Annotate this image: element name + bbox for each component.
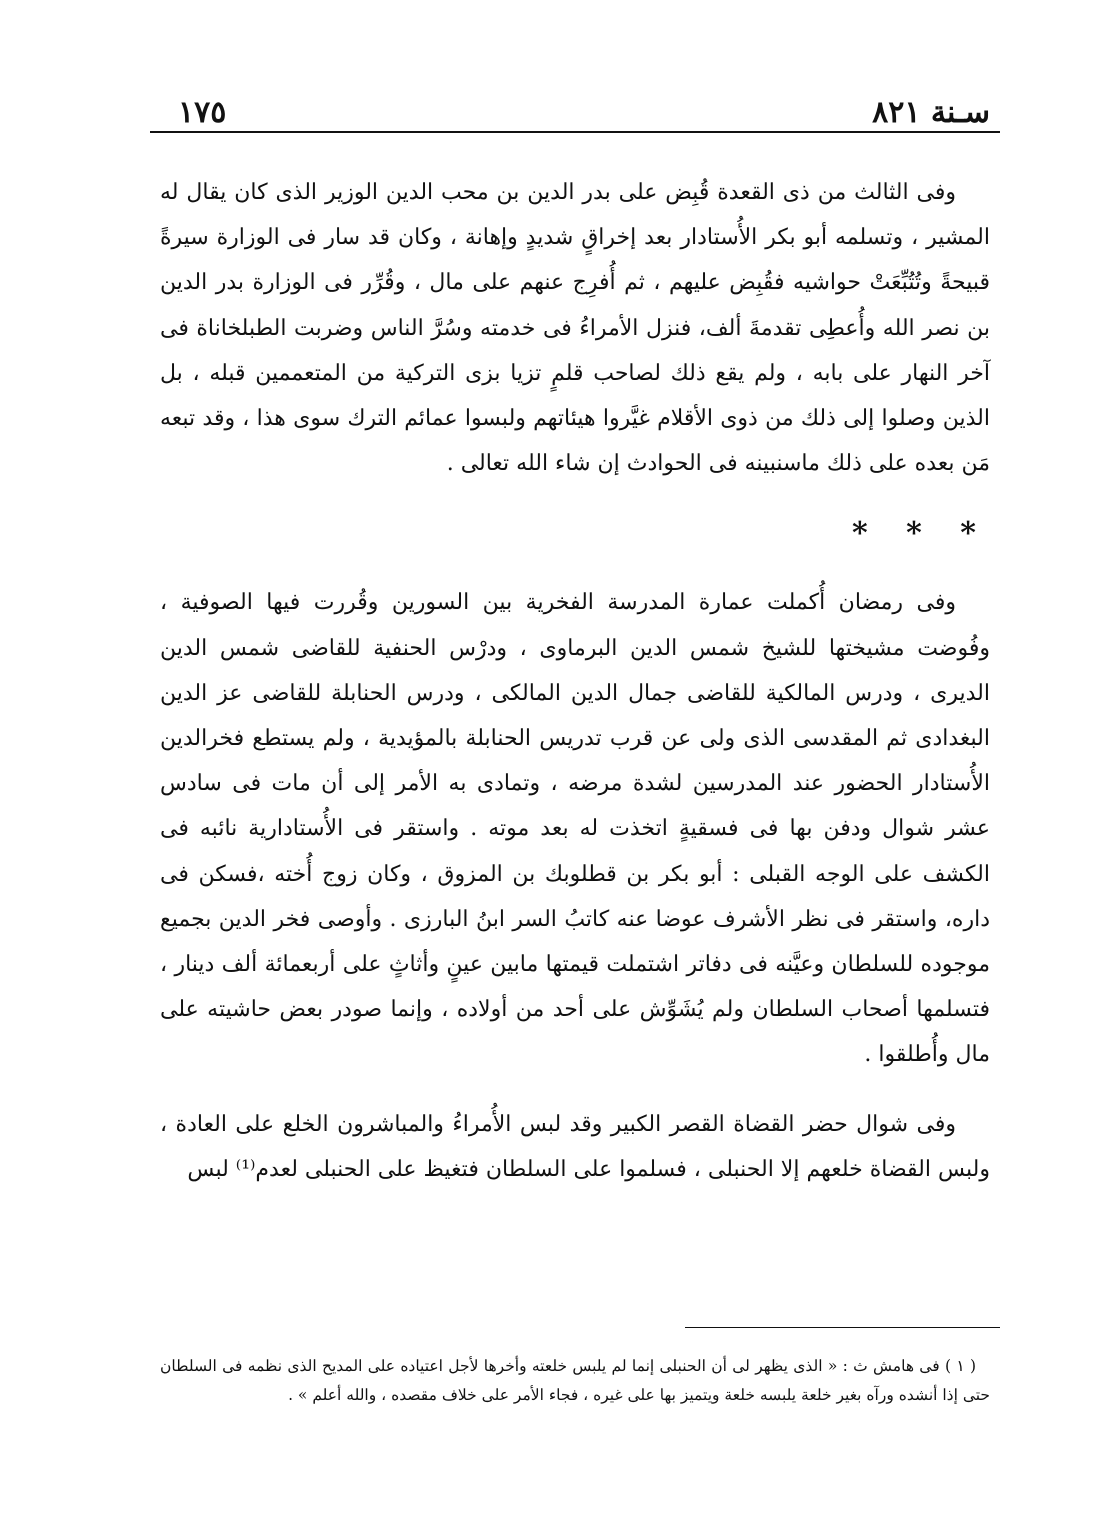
footnote-text: ( ١ ) فى هامش ث : « الذى يظهر لى أن الحنبلى إنما لم يلبس خلعته وأخرها لأجل اعتياده على المديح الذى نظمه فى السلطان حتى إذا أنشده ورآه بغير خلعة يلبسه خلعة ويتميز بها على غيره ، فجاء الأمر على خلاف مقصده ، والله أعلم » .	[160, 1357, 990, 1404]
footnote	[160, 1352, 990, 1410]
running-header	[150, 82, 1000, 130]
paragraph: وفى رمضان أُكملت عمارة المدرسة الفخرية بين السورين وقُررت فيها الصوفية ، وفُوضت مشيختها للشيخ شمس الدين البرماوى ، ودرْس الحنفية للقاضى شمس الدين الديرى ، ودرس المالكية للقاضى جمال الدين المالكى ، ودرس الحنابلة للقاضى عز الدين البغدادى ثم المقدسى الذى ولى عن قرب تدريس الحنابلة بالمؤيدية ، ولم يستطع فخرالدين الأُستادار الحضور عند المدرسين لشدة مرضه ، وتمادى به الأمر إلى أن مات فى سادس عشر شوال ودفن بها فى فسقيةٍ اتخذت له بعد موته . واستقر فى الأُستادارية نائبه فى الكشف على الوجه القبلى : أبو بكر بن قطلوبك بن المزوق ، وكان زوج أُخته ،فسكن فى داره، واستقر فى نظر الأشرف عوضا عنه كاتبُ السر ابنُ البارزى . وأوصى فخر الدين بجميع موجوده للسلطان وعيَّنه فى دفاتر اشتملت قيمتها مابين عينٍ وأثاثٍ على أربعمائة ألف دينار ، فتسلمها أصحاب السلطان ولم يُشَوِّش على أحد من أولاده ، وإنما صودر بعض حاشيته على مال وأُطلقوا .	[160, 590, 990, 1068]
paragraph: وفى الثالث من ذى القعدة قُبِض على بدر الدين بن محب الدين الوزير الذى كان يقال له المشير ، وتسلمه أبو بكر الأُستادار بعد إخراقٍ شديدٍ وإهانة ، وكان قد سار فى الوزارة سيرةً قبيحةً وتُتُبِّعَتْ حواشيه فقُبِض عليهم ، ثم أُفرِج عنهم على مال ، وقُرِّر فى الوزارة بدر الدين بن نصر الله وأُعطِى تقدمةَ ألف، فنزل الأمراءُ فى خدمته وسُرَّ الناس وضربت الطبلخاناة فى آخر النهار على بابه ، ولم يقع ذلك لصاحب قلمٍ تزيا بزى التركية من المتعممين قبله ، بل الذين وصلوا إلى ذلك من ذوى الأقلام غيَّروا هيئاتهم ولبسوا عمائم الترك سوى هذا ، وقد تبعه مَن بعده على ذلك ماسنبينه فى الحوادث إن شاء الله تعالى .	[160, 180, 990, 477]
page-number: ١٧٥	[178, 95, 227, 130]
footnote-rule	[685, 1327, 1000, 1328]
running-title: سـنة ٨٢١	[872, 95, 990, 130]
header-rule	[150, 131, 1000, 133]
paragraph: وفى شوال حضر القضاة القصر الكبير وقد لبس الأُمراءُ والمباشرون الخلع على العادة ، ولبس القضاة خلعهم إلا الحنبلى ، فسلموا على السلطان فتغيظ على الحنبلى لعدم⁽¹⁾ لبس	[160, 1111, 990, 1182]
main-text	[160, 170, 990, 1192]
section-divider: * * *	[852, 516, 990, 552]
